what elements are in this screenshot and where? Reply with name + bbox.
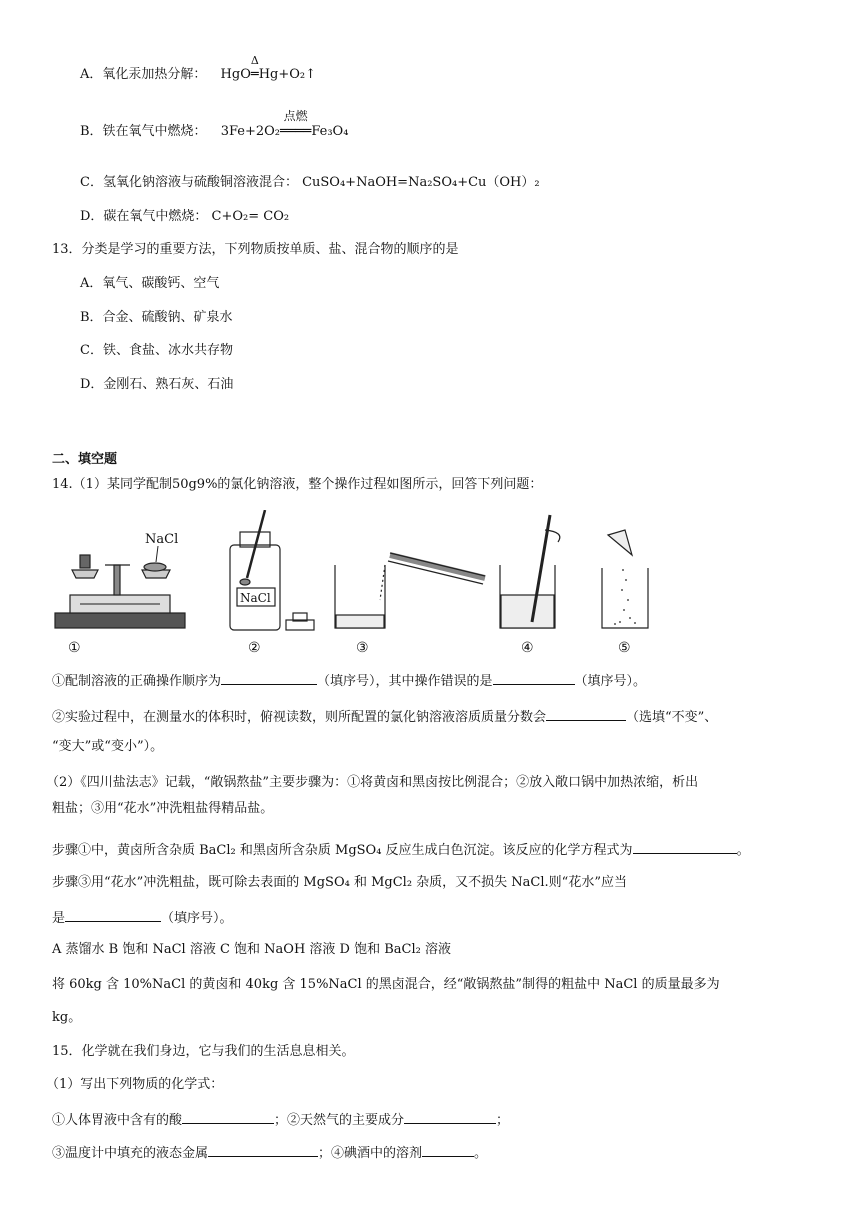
q15-line1-text-b: ；②天然气的主要成分	[274, 1113, 405, 1128]
q14-line1-text-a: ①配制溶液的正确操作顺序为	[52, 674, 222, 689]
fig-label-4: ④	[521, 640, 534, 656]
q15-sub1: （1）写出下列物质的化学式：	[46, 1077, 224, 1092]
q14-line2-text-a: ②实验过程中，在测量水的体积时，俯视读数，则所配置的氯化钠溶液溶质质量分数会	[52, 710, 547, 725]
fig-label-1: ①	[68, 640, 81, 656]
answer-blank-8[interactable]	[208, 1142, 318, 1157]
q15-line1	[52, 1109, 509, 1130]
q14-options: A 蒸馏水 B 饱和 NaCl 溶液 C 饱和 NaOH 溶液 D 饱和 BaCl₂ 溶液	[52, 942, 452, 957]
answer-blank-6[interactable]	[182, 1109, 274, 1124]
q15-line1-text-c: ；	[496, 1113, 510, 1128]
q12-a-formula-right: Hg+O₂↑	[258, 67, 317, 82]
q12-a-condition-text: Δ	[250, 54, 259, 67]
q15-line1-text-a: ①人体胃液中含有的酸	[52, 1113, 183, 1128]
q14-part2-line5-text-a: 是	[52, 911, 66, 926]
q12-a-condition: Δ ═	[250, 54, 259, 82]
fig-label-2: ②	[248, 640, 261, 656]
q13-option-b: B．合金、硫酸钠、矿泉水	[80, 310, 233, 325]
q12-b-formula-right: Fe₃O₄	[311, 124, 349, 139]
q14-line2	[52, 706, 717, 727]
q14-part2-line2: 粗盐；③用“花水”冲洗粗盐得精品盐。	[52, 801, 274, 816]
q14-line1	[52, 670, 646, 691]
q14-part2-line5	[52, 907, 233, 928]
experiment-figure	[50, 510, 490, 660]
q15-line2-text-a: ③温度计中填充的液态金属	[52, 1146, 209, 1161]
answer-blank-3[interactable]	[546, 706, 626, 721]
answer-blank-5[interactable]	[65, 907, 161, 922]
q12-a-formula-left: HgO	[220, 67, 251, 82]
experiment-figure-2	[490, 510, 660, 660]
q14-part2-line7: 将 60kg 含 10%NaCl 的黄卤和 40kg 含 15%NaCl 的黑卤混合，经“敞锅熬盐”制得的粗盐中 NaCl 的质量最多为	[52, 977, 720, 992]
q13-option-c: C．铁、食盐、冰水共存物	[80, 343, 233, 358]
section-title: 二、填空题	[52, 452, 118, 467]
q14-part2-line5-text-b: （填序号）。	[161, 911, 233, 926]
q12-b-formula-left: 3Fe+2O₂	[220, 124, 281, 139]
q14-part2-line8: kg。	[52, 1010, 82, 1025]
q14-line2-text-b: （选填“不变”、	[626, 710, 718, 725]
funnel-beaker-icon	[602, 530, 648, 628]
nacl-label-bottle: NaCl	[240, 591, 271, 605]
q12-b-condition-text: 点燃	[283, 109, 308, 123]
q12-b-prefix: B．铁在氧气中燃烧：	[80, 124, 207, 139]
balance-icon	[55, 555, 185, 628]
q12-option-b	[80, 109, 349, 141]
q14-part2-line3-text-a: 步骤①中，黄卤所含杂质 BaCl₂ 和黑卤所含杂质 MgSO₄ 反应生成白色沉淀。该反应的化学方程式为	[52, 843, 633, 858]
beaker-cylinder-icon	[335, 553, 485, 628]
q14-stem: 14.（1）某同学配制50g9%的氯化钠溶液，整个操作过程如图所示，回答下列问题：	[52, 477, 543, 492]
nacl-label-balance: NaCl	[145, 532, 179, 547]
q15-line2-text-c: 。	[474, 1146, 488, 1161]
q14-part2-line3-text-b: 。	[736, 843, 750, 858]
q15-stem: 15．化学就在我们身边，它与我们的生活息息相关。	[52, 1044, 355, 1059]
pointer-line	[156, 546, 158, 562]
q14-line1-text-c: （填序号）。	[574, 674, 647, 689]
answer-blank-4[interactable]	[633, 839, 737, 854]
q15-line2-text-b: ；④碘酒中的溶剂	[318, 1146, 423, 1161]
answer-blank-7[interactable]	[404, 1109, 496, 1124]
q12-b-condition: 点燃 ════	[280, 109, 312, 139]
q14-part2-line3	[52, 839, 750, 860]
q14-part2-line1: （2）《四川盐法志》记载，“敞锅熬盐”主要步骤为：①将黄卤和黑卤按比例混合；②放入敞口锅中加热浓缩，析出	[46, 775, 699, 790]
answer-blank-9[interactable]	[422, 1142, 474, 1157]
q14-part2-line4: 步骤③用“花水”冲洗粗盐，既可除去表面的 MgSO₄ 和 MgCl₂ 杂质，又不损失 NaCl.则“花水”应当	[52, 875, 627, 890]
fig-label-5: ⑤	[618, 640, 631, 656]
q13-option-a: A．氧气、碳酸钙、空气	[80, 276, 220, 291]
answer-blank-1[interactable]	[221, 670, 317, 685]
q13-stem: 13．分类是学习的重要方法，下列物质按单质、盐、混合物的顺序的是	[52, 242, 459, 257]
q12-a-prefix: A．氧化汞加热分解：	[80, 67, 207, 82]
q12-option-c: C．氢氧化钠溶液与硫酸铜溶液混合： CuSO₄+NaOH=Na₂SO₄+Cu（OH）₂	[80, 175, 540, 190]
fig-label-3: ③	[356, 640, 369, 656]
q14-line1-text-b: （填序号），其中操作错误的是	[317, 674, 493, 689]
q13-option-d: D．金刚石、熟石灰、石油	[80, 377, 234, 392]
stirring-beaker-icon	[500, 515, 560, 628]
reagent-bottle-icon	[230, 510, 314, 630]
q15-line2	[52, 1142, 487, 1163]
q14-line3: “变大”或“变小”）。	[52, 739, 164, 754]
q12-option-d: D．碳在氧气中燃烧： C+O₂= CO₂	[80, 209, 290, 224]
q12-option-a	[80, 54, 317, 84]
answer-blank-2[interactable]	[493, 670, 575, 685]
